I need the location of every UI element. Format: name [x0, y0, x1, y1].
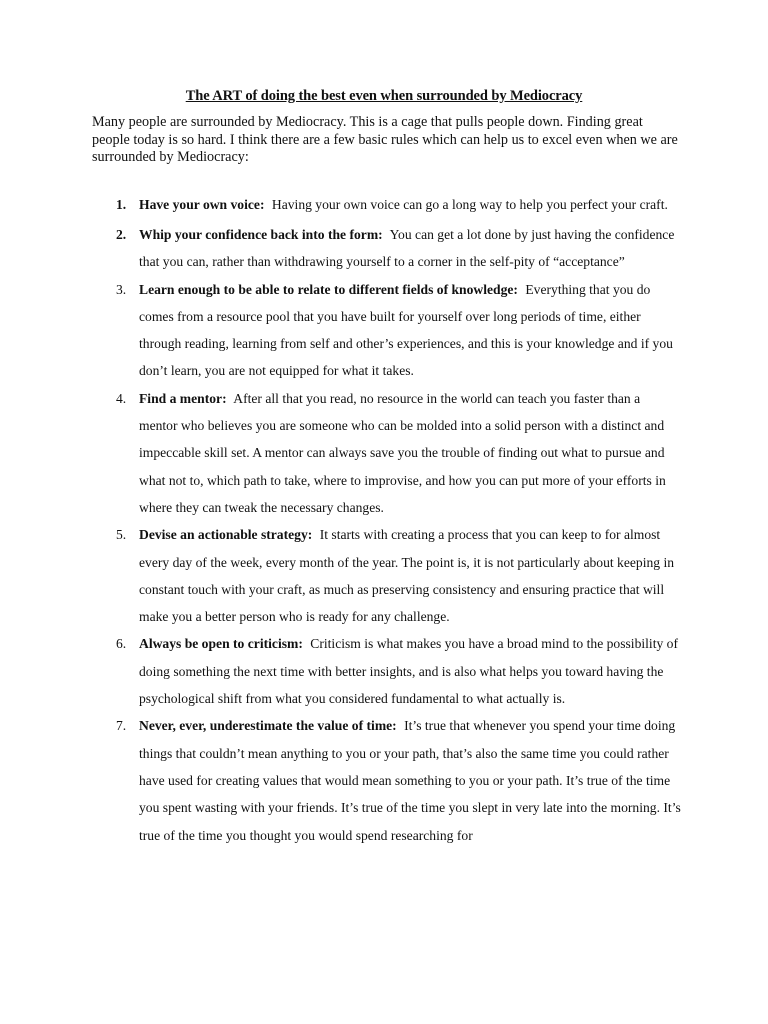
rule-item-7 [92, 712, 682, 848]
rule-body: It starts with creating a process that you can keep to for almost every day of the week, every month of the year. The point is, it is not particularly about keeping in constant touch with your craft, as much as preserving consistency and ensuring practice that will make you a better person who is ready for any challenge. [139, 527, 675, 625]
rule-heading: Whip your confidence back into the form: [139, 227, 383, 242]
rule-item-5 [92, 521, 682, 630]
rule-heading: Devise an actionable strategy: [139, 527, 313, 543]
rule-number: 3. [116, 281, 127, 297]
rule-body: Criticism is what makes you have a broad mind to the possibility of doing something the next time with better insights, and is also what helps you toward having the psychological shift from what you considered fundamental to what actually is. [139, 636, 679, 707]
rule-number: 6. [116, 636, 127, 652]
rule-item-4 [92, 385, 682, 521]
document-title: The ART of doing the best even when surrounded by Mediocracy [185, 88, 583, 104]
rule-item-3 [92, 276, 682, 385]
rule-body: Having your own voice can go a long way to help you perfect your craft. [271, 197, 668, 212]
rules-list [92, 195, 682, 849]
rule-body: It’s true that whenever you spend your time doing things that couldn’t mean anything to you or your path, that’s also the same time you could rather have used for creating values that would mean something to you or your path. It’s true of the time you spent wasting with your friends. It’s true of the time you slept in very late into the morning. It’s true of the time you thought you would spend researching for [139, 718, 681, 843]
rule-heading: Find a mentor: [139, 390, 227, 406]
rule-item-1 [92, 195, 682, 215]
rule-item-2 [92, 221, 682, 276]
intro-paragraph: Many people are surrounded by Mediocracy. This is a cage that pulls people down. Finding great people today is so hard. I think there are a few basic rules which can help us to excel even when we are surrounded by Mediocracy: [92, 114, 678, 165]
rule-body: After all that you read, no resource in the world can teach you faster than a mentor who believes you are someone who can be molded into a solid person with a distinct and impeccable skill set. A mentor can always save you the trouble of finding out what to pursue and what not to, which path to take, where to improvise, and how you can put more of your efforts in where they can tweak the necessary changes. [139, 390, 666, 515]
rule-number: 4. [116, 390, 127, 406]
rule-heading: Learn enough to be able to relate to different fields of knowledge: [139, 281, 518, 297]
rule-item-6 [92, 630, 682, 712]
rule-number: 7. [116, 718, 127, 734]
rule-heading: Have your own voice: [139, 197, 265, 212]
rule-heading: Always be open to criticism: [139, 636, 303, 652]
rule-number: 5. [116, 527, 127, 543]
rule-number: 2. [116, 227, 127, 242]
rule-body: You can get a lot done by just having the confidence that you can, rather than withdrawing yourself to a corner in the self-pity of “acceptance” [139, 227, 675, 270]
rule-body: Everything that you do comes from a resource pool that you have built for yourself over long periods of time, either through reading, learning from self and other’s experiences, and this is your knowledge and if you don’t learn, you are not equipped for what it takes. [139, 281, 673, 379]
rule-number: 1. [116, 197, 127, 212]
rule-heading: Never, ever, underestimate the value of time: [139, 718, 397, 734]
